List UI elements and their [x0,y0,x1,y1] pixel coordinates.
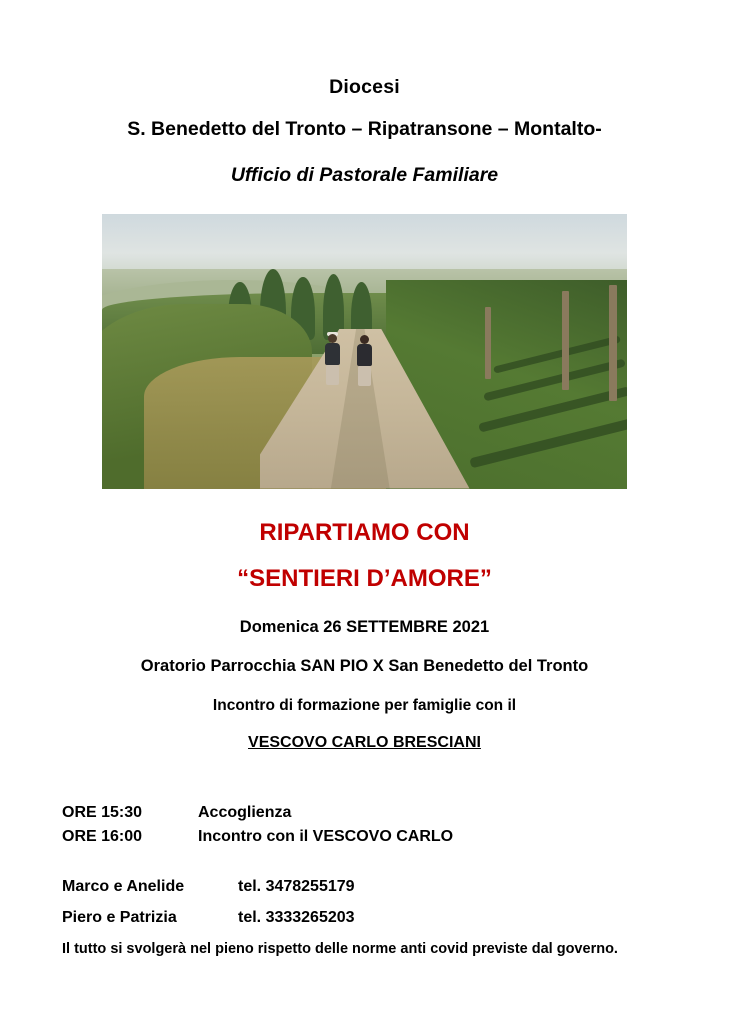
event-speaker [62,734,667,752]
diocese-label: Diocesi [329,76,400,98]
schedule-time: ORE 16:00 [62,827,143,845]
event-title-line1: RIPARTIAMO CON [259,518,470,546]
photo-figure-person [325,332,340,385]
contacts-list [62,878,667,927]
event-speaker-text: VESCOVO CARLO BRESCIANI [248,733,481,751]
contact-phone: tel. 3333265203 [238,908,355,926]
event-date: Domenica 26 SETTEMBRE 2021 [239,617,490,636]
photo-figure-legs [358,366,371,386]
countryside-photo [102,214,627,489]
contact-phone: tel. 3478255179 [238,877,355,895]
event-description: Incontro di formazione per famiglie con il [212,696,517,714]
header-block [62,0,667,186]
photo-figure-head [360,335,369,344]
schedule-list [62,804,667,846]
schedule-activity: Accoglienza [198,803,292,821]
photo-figure-person [357,335,372,386]
photo-figure-legs [326,365,339,385]
photo-wrapper [62,214,667,489]
schedule-row [62,804,667,822]
diocese-name: S. Benedetto del Tronto – Ripatransone – Montalto- [127,117,602,140]
photo-vine-post [609,285,617,401]
photo-vine-post [562,291,569,390]
office-name: Ufficio di Pastorale Familiare [230,164,499,186]
event-venue: Oratorio Parrocchia SAN PIO X San Benedetto del Tronto [140,656,589,675]
contact-name: Piero e Patrizia [62,908,177,926]
contact-row [62,909,667,927]
covid-note: Il tutto si svolgerà nel pieno rispetto delle norme anti covid previste dal governo. [62,940,618,957]
event-title-line2: “SENTIERI D’AMORE” [237,564,492,592]
contact-name: Marco e Anelide [62,877,185,895]
photo-figure-torso [357,344,372,366]
photo-figure-torso [325,343,340,365]
schedule-activity: Incontro con il VESCOVO CARLO [198,827,454,845]
photo-vine-post [485,307,491,379]
schedule-row [62,828,667,846]
schedule-time: ORE 15:30 [62,803,143,821]
contact-row [62,878,667,896]
photo-figure-head [328,334,337,343]
